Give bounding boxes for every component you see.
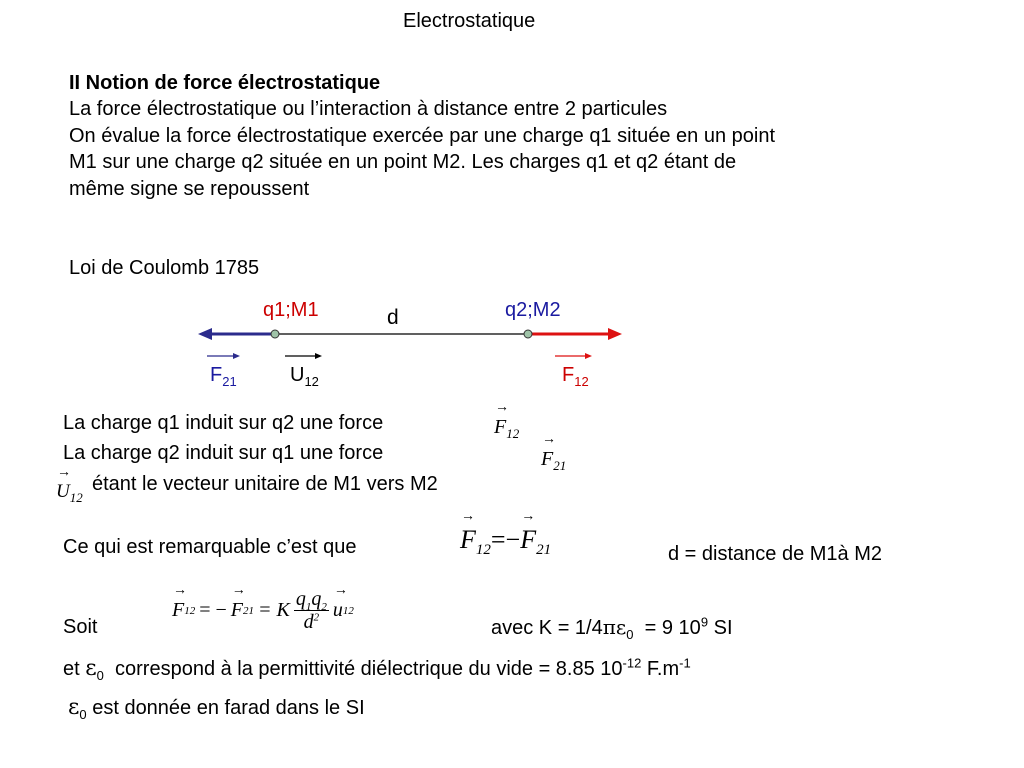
charge-q2-label: q2;M2: [505, 299, 561, 321]
remarkable-text: Ce qui est remarquable c’est que: [63, 536, 357, 558]
page-title: Electrostatique: [403, 10, 536, 32]
k-constant: avec $K = 1/4\pi\varepsilon_0 = 9$ $10^9$ SI: [491, 614, 733, 642]
farad-line: $\varepsilon_0$ est donnée en farad dans le SI: [68, 695, 365, 722]
u12-label: $U_{12}$: [290, 364, 319, 389]
intro-line: M1 sur une charge q2 située en un point M2. Les charges q1 et q2 étant de: [69, 151, 737, 173]
distance-label: d: [387, 306, 399, 329]
law-title: Loi de Coulomb 1785: [69, 257, 260, 279]
force-f21-arrowhead: [198, 328, 212, 340]
distance-definition: d = distance de M1à M2: [668, 543, 883, 565]
force-f12-arrowhead: [608, 328, 622, 340]
statement-q2-on-q1: La charge q2 induit sur q1 une force: [63, 442, 384, 464]
section-heading: II Notion de force électrostatique: [69, 72, 381, 94]
soit-label: Soit: [63, 616, 98, 638]
charge-q1-point: [271, 330, 279, 338]
intro-line: On évalue la force électrostatique exercée par une charge q1 située en un point: [69, 124, 776, 147]
f12-label: $F_{12}$: [562, 364, 589, 389]
coulomb-formula: → F 12 = − → F 21 = K $\frac{q_1q_2}{d^2}$ → u 12: [172, 588, 354, 633]
charge-q1-label: q1;M1: [263, 299, 319, 321]
statement-unit-vector: étant le vecteur unitaire de M1 vers M2: [92, 473, 438, 495]
intro-line: La force électrostatique ou l’interaction à distance entre 2 particules: [69, 98, 668, 120]
newton-third-law-equation: → $F_{12}=-\to F_{21}$: [460, 525, 551, 555]
coulomb-fraction: $\frac{q_1q_2}{d^2}$: [295, 588, 327, 633]
f21-label: $F_{21}$: [210, 364, 237, 389]
f12-vector-symbol: → $F_{12}$: [494, 416, 519, 439]
permittivity-line: et $\varepsilon_0$ correspond à la permittivité diélectrique du vide = 8.85 $10^{-12}$ $F.m^{-1}$: [63, 655, 691, 683]
f21-vector-symbol: → $F_{21}$: [541, 448, 566, 471]
coulomb-diagram: [190, 290, 630, 400]
intro-line: même signe se repoussent: [69, 177, 310, 200]
intro-paragraph: [69, 96, 775, 202]
charge-q2-point: [524, 330, 532, 338]
u12-vector-symbol: → $U_{12}$: [56, 481, 83, 503]
statement-q1-on-q2: La charge q1 induit sur q2 une force: [63, 412, 384, 434]
